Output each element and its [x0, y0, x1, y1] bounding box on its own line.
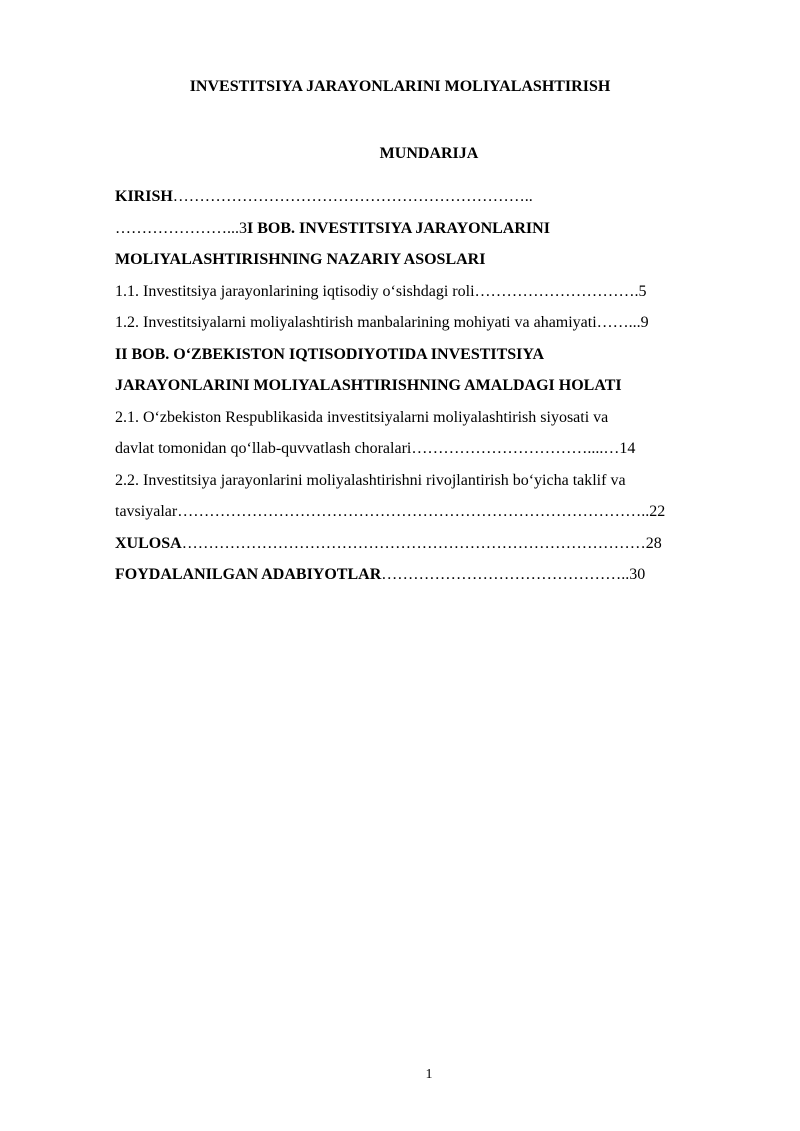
- toc-entry-text: 1.1. Investitsiya jarayonlarining iqtisodiy o‘sishdagi roli: [115, 282, 475, 300]
- toc-entry-section-2-2-text: 2.2. Investitsiya jarayonlarini moliyalashtirishni rivojlantirish bo‘yicha taklif va: [115, 471, 626, 489]
- toc-entry-text: 1.2. Investitsiyalarni moliyalashtirish manbalarining mohiyati va ahamiyati: [115, 314, 597, 331]
- toc-page-number: 14: [619, 440, 636, 457]
- toc-page-number: 9: [640, 314, 649, 331]
- document-title: INVESTITSIYA JARAYONLARINI MOLIYALASHTIRISH: [189, 78, 611, 95]
- toc-page-number: 30: [629, 566, 646, 583]
- toc-entry-section-1-2: [115, 307, 755, 339]
- toc-entry-label: FOYDALANILGAN ADABIYOTLAR: [115, 566, 382, 583]
- chapter-2-title: II BOB. O‘ZBEKISTON IQTISODIYOTIDA INVESTITSIYA: [115, 345, 545, 363]
- toc-leader-dots: …………………...: [115, 219, 239, 237]
- toc-page-number: 5: [638, 282, 647, 300]
- toc-entry-label: XULOSA: [115, 534, 182, 552]
- toc-entry-chapter-1-start: [115, 213, 755, 245]
- toc-entry-section-1-1: [115, 276, 755, 308]
- table-of-contents: [115, 181, 755, 591]
- toc-heading: MUNDARIJA: [379, 145, 479, 162]
- chapter-1-title-continued: MOLIYALASHTIRISHNING NAZARIY ASOSLARI: [115, 251, 486, 268]
- chapter-1-title: I BOB. INVESTITSIYA JARAYONLARINI: [247, 219, 550, 237]
- toc-page-number: 3: [239, 219, 247, 237]
- toc-entry-label: KIRISH: [115, 188, 173, 205]
- toc-page-number: 22: [649, 503, 666, 520]
- toc-leader-dots: ………………………………………..: [381, 566, 630, 583]
- toc-leader-dots: ……………………………………………………………………………: [181, 534, 646, 552]
- toc-leader-dots: ……………………………....…: [411, 440, 620, 457]
- toc-entry-kirish: [115, 181, 755, 213]
- chapter-2-title-continued: JARAYONLARINI MOLIYALASHTIRISHNING AMALDAGI HOLATI: [115, 377, 622, 394]
- toc-leader-dots: ……...: [596, 314, 641, 331]
- page-number: 1: [425, 1067, 433, 1082]
- toc-leader-dots: ……………………………………………………………………………..: [177, 503, 650, 520]
- toc-entry-section-2-1: [115, 433, 755, 465]
- toc-leader-dots: …………………………………………………………..: [172, 188, 533, 205]
- toc-page-number: 28: [645, 534, 662, 552]
- toc-entry-section-2-1-text: 2.1. O‘zbekiston Respublikasida investitsiyalarni moliyalashtirish siyosati va: [115, 408, 609, 426]
- toc-entry-adabiyotlar: [115, 559, 755, 591]
- toc-leader-dots: ………………………….: [474, 282, 639, 300]
- toc-entry-xulosa: [115, 528, 755, 560]
- toc-entry-text: davlat tomonidan qo‘llab-quvvatlash choralari: [115, 440, 412, 457]
- toc-entry-text: tavsiyalar: [115, 503, 178, 520]
- toc-entry-section-2-2: [115, 496, 755, 528]
